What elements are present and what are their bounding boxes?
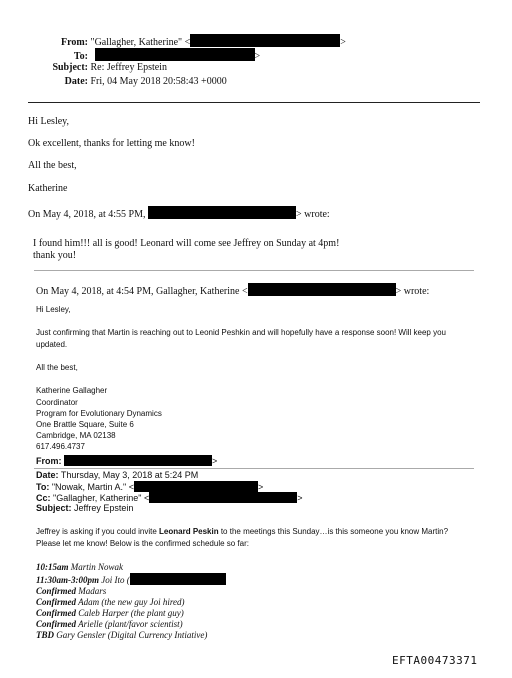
redaction-block (248, 283, 396, 296)
quote-intro: On May 4, 2018, at 4:55 PM, (28, 209, 146, 220)
header-date-row (28, 76, 227, 87)
from-label: From: (60, 37, 88, 48)
document-id: EFTA00473371 (392, 654, 478, 667)
katherine-closing: All the best, (36, 363, 78, 372)
redaction-block (134, 481, 258, 492)
schedule-item: Confirmed Arielle (plant/favor scientist) (36, 619, 183, 629)
reply-signature: Katherine (28, 183, 68, 194)
sig-address: Cambridge, MA 02138 (36, 431, 116, 440)
subject-label: Subject: (52, 62, 88, 73)
fwd-body-text: Jeffrey is asking if you could invite (36, 527, 160, 536)
fwd-subject-value: Jeffrey Epstein (74, 503, 134, 513)
schedule-item: Confirmed Adam (the new guy Joi hired) (36, 597, 185, 607)
redaction-block (95, 48, 255, 61)
fwd-to-row: To: "Nowak, Martin A." < > (36, 482, 264, 492)
reply-closing: All the best, (28, 160, 77, 171)
date-label: Date: (64, 76, 88, 87)
sig-org: Program for Evolutionary Dynamics (36, 409, 162, 418)
fwd-cc-value: "Gallagher, Katherine" < (53, 493, 150, 503)
quote-suffix: > wrote: (296, 209, 330, 220)
header-divider (28, 102, 480, 103)
fwd-subject-row (36, 503, 133, 513)
sig-address: One Brattle Square, Suite 6 (36, 420, 134, 429)
fwd-from-label: From: (36, 456, 62, 466)
header-to-row: To: > (28, 48, 260, 62)
schedule-item: Confirmed Caleb Harper (the plant guy) (36, 608, 184, 618)
date-value: Fri, 04 May 2018 20:58:43 +0000 (90, 76, 227, 87)
fwd-date-value: Thursday, May 3, 2018 at 5:24 PM (60, 470, 199, 480)
sig-phone: 617.496.4737 (36, 442, 85, 451)
to-label: To: (73, 51, 88, 62)
header-from-row: From: "Gallagher, Katherine" < > (28, 34, 346, 48)
redaction-block (149, 492, 297, 503)
fwd-body-line (36, 526, 448, 537)
redaction-block (148, 206, 296, 219)
reply-line: Ok excellent, thanks for letting me know! (28, 138, 195, 149)
katherine-intro-row (36, 283, 429, 297)
lesley-line: I found him!!! all is good! Leonard will come see Jeffrey on Sunday at 4pm! (33, 238, 340, 249)
fwd-from-row: From: > (36, 456, 218, 466)
reply-greeting: Hi Lesley, (28, 116, 70, 127)
redaction-block (64, 455, 212, 466)
fwd-body-line: Please let me know! Below is the confirmed schedule so far: (36, 539, 249, 548)
subject-value: Re: Jeffrey Epstein (90, 62, 167, 73)
redaction-block (130, 573, 226, 585)
quote-intro-row (28, 206, 330, 220)
quote-divider (34, 270, 474, 271)
fwd-body-text: to the meetings this Sunday…is this someone you know Martin? (218, 527, 449, 536)
katherine-body: Just confirming that Martin is reaching out to Leonid Peshkin and will hopefully have a response soon! Will keep you (36, 328, 447, 337)
katherine-intro-suffix: > wrote: (395, 286, 430, 297)
fwd-cc-row: Cc: "Gallagher, Katherine" < > (36, 493, 303, 503)
sig-name: Katherine Gallagher (36, 386, 108, 395)
fwd-cc-label: Cc: (36, 493, 51, 503)
lesley-line: thank you! (33, 250, 77, 261)
fwd-date-label: Date: (36, 470, 59, 480)
fwd-body-name: Leonard Peskin (159, 527, 219, 536)
katherine-intro: On May 4, 2018, at 4:54 PM, Gallagher, Katherine < (36, 286, 248, 297)
katherine-body: updated. (36, 340, 68, 349)
fwd-to-label: To: (36, 482, 50, 492)
fwd-date-row (36, 470, 198, 480)
fwd-divider (34, 468, 474, 469)
schedule-item: TBD Gary Gensler (Digital Currency Intiative) (36, 630, 208, 640)
katherine-greeting: Hi Lesley, (36, 305, 71, 314)
schedule-item: 11:30am-3:00pm Joi Ito ( (36, 573, 226, 586)
header-subject-row (28, 62, 167, 73)
redaction-block (190, 34, 340, 47)
sig-title: Coordinator (36, 398, 78, 407)
schedule-item: 10:15am Martin Nowak (36, 562, 124, 572)
schedule-list (36, 562, 226, 641)
fwd-subject-label: Subject: (36, 503, 72, 513)
from-value: "Gallagher, Katherine" < (90, 37, 191, 48)
schedule-item: Confirmed Madars (36, 586, 107, 596)
fwd-to-value: "Nowak, Martin A." < (51, 482, 135, 492)
